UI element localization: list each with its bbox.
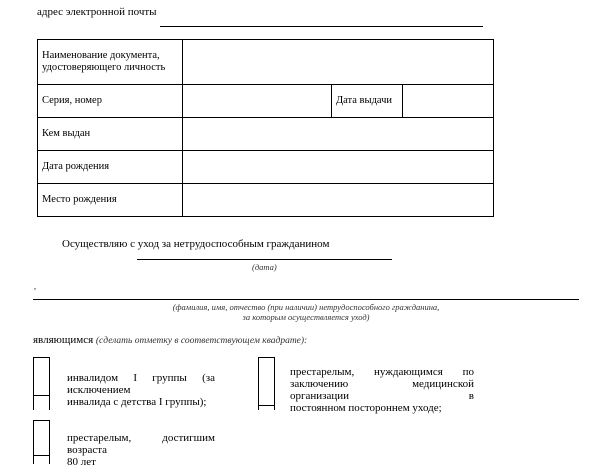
option-text: заключению медицинской организации в (290, 378, 474, 402)
option-text: инвалида с детства I группы); (67, 396, 207, 408)
date-input-line[interactable] (137, 259, 392, 260)
option-text: престарелым, достигшим возраста (67, 432, 215, 456)
birth-place-field[interactable] (183, 184, 494, 217)
option-disabled-group1 (67, 372, 215, 408)
checkbox-tail (258, 406, 275, 410)
checkbox-disabled-group1[interactable] (33, 357, 50, 396)
name-hint (0, 302, 600, 322)
date-hint: (дата) (252, 262, 277, 272)
checkbox-tail (33, 456, 50, 464)
identity-table (37, 39, 494, 217)
doc-name-field[interactable] (183, 40, 494, 85)
option-elderly-80 (67, 432, 215, 468)
name-hint-line-1: (фамилия, имя, отчество (при наличии) нетрудоспособного гражданина, (172, 302, 440, 312)
issue-date-field[interactable] (403, 85, 494, 118)
doc-name-label: Наименование документа, удостоверяющего личность (38, 40, 183, 85)
birth-date-field[interactable] (183, 151, 494, 184)
series-field[interactable] (183, 85, 332, 118)
option-elderly-care-needed (290, 366, 474, 414)
being-line (33, 334, 307, 346)
birth-date-label: Дата рождения (38, 151, 183, 184)
email-input-line[interactable] (160, 26, 483, 27)
series-label: Серия, номер (38, 85, 183, 118)
being-hint: (сделать отметку в соответствующем квадрате): (95, 336, 308, 346)
option-text: 80 лет (67, 456, 96, 468)
email-label: адрес электронной почты (37, 6, 157, 18)
name-hint-line-2: за которым осуществляется уход) (242, 312, 370, 322)
option-text: инвалидом I группы (за исключением (67, 372, 215, 396)
birth-place-label: Место рождения (38, 184, 183, 217)
issue-date-label: Дата выдачи (332, 85, 403, 118)
issued-by-label: Кем выдан (38, 118, 183, 151)
care-text: Осуществляю с уход за нетрудоспособным гражданином (62, 238, 330, 250)
option-text: постоянном постороннем уходе; (290, 402, 442, 414)
being-label: являющимся (33, 334, 94, 346)
checkbox-elderly-care-needed[interactable] (258, 357, 275, 406)
issued-by-field[interactable] (183, 118, 494, 151)
option-text: престарелым, нуждающимся по (290, 366, 474, 378)
checkbox-tail (33, 396, 50, 410)
checkbox-elderly-80[interactable] (33, 420, 50, 456)
name-input-line[interactable] (33, 299, 579, 300)
comma: , (34, 282, 36, 291)
